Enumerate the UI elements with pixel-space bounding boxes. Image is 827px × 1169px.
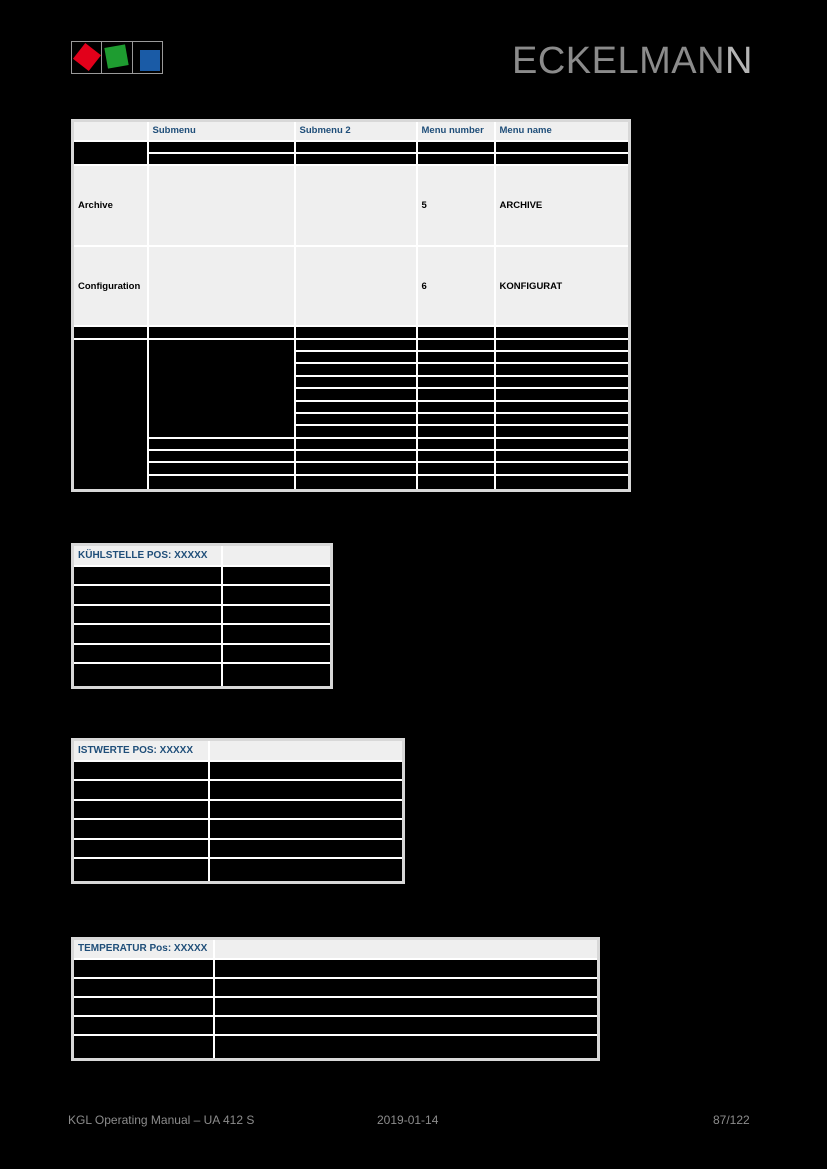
table-row bbox=[73, 475, 630, 491]
redacted-cell bbox=[417, 388, 495, 400]
header-submenu: Submenu bbox=[148, 121, 295, 141]
redacted-cell bbox=[295, 462, 417, 474]
redacted-cell bbox=[73, 624, 222, 644]
redacted-cell bbox=[73, 800, 209, 820]
redacted-cell bbox=[209, 839, 404, 859]
redacted-cell bbox=[417, 376, 495, 388]
header-menu-number: Menu number bbox=[417, 121, 495, 141]
redacted-cell bbox=[148, 141, 295, 153]
cell-submenu bbox=[148, 246, 295, 327]
menu-structure-table bbox=[71, 119, 631, 492]
redacted-cell bbox=[295, 475, 417, 491]
redacted-cell bbox=[417, 351, 495, 363]
cell-menu-name: ARCHIVE bbox=[495, 165, 630, 246]
wordmark-last-letter: N bbox=[725, 40, 753, 82]
redacted-cell bbox=[148, 339, 295, 438]
table-row bbox=[73, 585, 332, 605]
redacted-cell bbox=[417, 425, 495, 437]
table-row bbox=[73, 566, 332, 586]
redacted-cell bbox=[73, 1016, 214, 1035]
redacted-cell bbox=[73, 858, 209, 882]
redacted-cell bbox=[495, 141, 630, 153]
header-menu-name: Menu name bbox=[495, 121, 630, 141]
temperatur-header-row bbox=[73, 939, 599, 959]
menu-table-header-row bbox=[73, 121, 630, 141]
table-row bbox=[73, 462, 630, 474]
cell-menu-number: 6 bbox=[417, 246, 495, 327]
redacted-cell bbox=[495, 425, 630, 437]
blue-square-icon bbox=[140, 50, 160, 71]
cell-menu: Configuration bbox=[73, 246, 148, 327]
redacted-cell bbox=[209, 819, 404, 839]
redacted-cell bbox=[495, 475, 630, 491]
table-row bbox=[73, 450, 630, 462]
redacted-cell bbox=[148, 438, 295, 450]
redacted-cell bbox=[148, 326, 295, 338]
table-row bbox=[73, 644, 332, 664]
redacted-cell bbox=[73, 761, 209, 781]
istwerte-title: ISTWERTE POS: XXXXX bbox=[73, 740, 209, 761]
table-row bbox=[73, 326, 630, 338]
redacted-cell bbox=[73, 585, 222, 605]
kuehlstelle-table bbox=[71, 543, 333, 689]
redacted-cell bbox=[209, 858, 404, 882]
redacted-cell bbox=[295, 153, 417, 165]
redacted-cell bbox=[222, 585, 332, 605]
kuehlstelle-title: KÜHLSTELLE POS: XXXXX bbox=[73, 545, 222, 566]
cell-menu-name: KONFIGURAT bbox=[495, 246, 630, 327]
table-row bbox=[73, 761, 404, 781]
table-row bbox=[73, 997, 599, 1016]
redacted-cell bbox=[73, 326, 148, 338]
green-square-icon bbox=[105, 44, 129, 68]
logo-cell-green bbox=[102, 41, 132, 74]
table-row bbox=[73, 153, 630, 165]
redacted-cell bbox=[295, 326, 417, 338]
redacted-cell bbox=[214, 997, 599, 1016]
redacted-cell bbox=[222, 624, 332, 644]
redacted-cell bbox=[214, 959, 599, 978]
cell-menu: Archive bbox=[73, 165, 148, 246]
table-row bbox=[73, 800, 404, 820]
redacted-cell bbox=[295, 425, 417, 437]
temperatur-table bbox=[71, 937, 600, 1061]
redacted-cell bbox=[417, 475, 495, 491]
redacted-cell bbox=[417, 326, 495, 338]
redacted-cell bbox=[73, 141, 148, 166]
eckelmann-logo bbox=[71, 41, 163, 74]
footer-page-number: 87/122 bbox=[713, 1113, 750, 1127]
redacted-cell bbox=[495, 363, 630, 375]
footer-date: 2019-01-14 bbox=[377, 1113, 439, 1127]
table-row bbox=[73, 978, 599, 997]
logo-cell-red bbox=[71, 41, 102, 74]
redacted-cell bbox=[295, 388, 417, 400]
istwerte-table bbox=[71, 738, 405, 884]
table-row bbox=[73, 819, 404, 839]
redacted-cell bbox=[295, 413, 417, 425]
redacted-cell bbox=[73, 819, 209, 839]
redacted-cell bbox=[295, 351, 417, 363]
redacted-cell bbox=[148, 153, 295, 165]
kuehlstelle-header-value-cell bbox=[222, 545, 332, 566]
redacted-cell bbox=[495, 413, 630, 425]
table-row bbox=[73, 1035, 599, 1059]
table-row bbox=[73, 1016, 599, 1035]
cell-menu-number: 5 bbox=[417, 165, 495, 246]
table-row bbox=[73, 605, 332, 625]
table-row-archive bbox=[73, 165, 630, 246]
redacted-cell bbox=[295, 376, 417, 388]
redacted-cell bbox=[417, 363, 495, 375]
table-row bbox=[73, 663, 332, 687]
redacted-cell bbox=[295, 401, 417, 413]
redacted-cell bbox=[417, 153, 495, 165]
redacted-cell bbox=[495, 438, 630, 450]
wordmark-main: ECKELMAN bbox=[511, 40, 726, 82]
redacted-cell bbox=[495, 450, 630, 462]
cell-submenu2 bbox=[295, 246, 417, 327]
redacted-cell bbox=[73, 339, 148, 491]
redacted-cell bbox=[222, 566, 332, 586]
redacted-cell bbox=[495, 462, 630, 474]
redacted-cell bbox=[214, 978, 599, 997]
temperatur-header-value-cell bbox=[214, 939, 599, 959]
redacted-cell bbox=[209, 780, 404, 800]
table-row bbox=[73, 141, 630, 153]
redacted-cell bbox=[222, 605, 332, 625]
footer-document-title: KGL Operating Manual – UA 412 S bbox=[68, 1113, 255, 1127]
istwerte-header-value-cell bbox=[209, 740, 404, 761]
redacted-cell bbox=[148, 462, 295, 474]
redacted-cell bbox=[495, 401, 630, 413]
table-row bbox=[73, 858, 404, 882]
redacted-cell bbox=[73, 780, 209, 800]
table-row bbox=[73, 624, 332, 644]
redacted-cell bbox=[295, 141, 417, 153]
redacted-cell bbox=[73, 959, 214, 978]
table-row bbox=[73, 959, 599, 978]
red-square-icon bbox=[73, 43, 101, 71]
redacted-cell bbox=[417, 438, 495, 450]
table-row bbox=[73, 339, 630, 351]
redacted-cell bbox=[495, 376, 630, 388]
redacted-cell bbox=[73, 839, 209, 859]
table-row bbox=[73, 438, 630, 450]
redacted-cell bbox=[209, 800, 404, 820]
redacted-cell bbox=[417, 401, 495, 413]
redacted-cell bbox=[73, 1035, 214, 1059]
header-submenu2: Submenu 2 bbox=[295, 121, 417, 141]
table-row-configuration bbox=[73, 246, 630, 327]
redacted-cell bbox=[295, 339, 417, 351]
redacted-cell bbox=[417, 413, 495, 425]
redacted-cell bbox=[214, 1035, 599, 1059]
cell-submenu2 bbox=[295, 165, 417, 246]
redacted-cell bbox=[73, 566, 222, 586]
redacted-cell bbox=[73, 644, 222, 664]
redacted-cell bbox=[417, 141, 495, 153]
redacted-cell bbox=[73, 978, 214, 997]
redacted-cell bbox=[495, 388, 630, 400]
redacted-cell bbox=[214, 1016, 599, 1035]
logo-cell-blue bbox=[133, 41, 163, 74]
istwerte-header-row bbox=[73, 740, 404, 761]
redacted-cell bbox=[295, 438, 417, 450]
redacted-cell bbox=[148, 475, 295, 491]
redacted-cell bbox=[295, 450, 417, 462]
header-menu bbox=[73, 121, 148, 141]
redacted-cell bbox=[417, 339, 495, 351]
redacted-cell bbox=[495, 339, 630, 351]
redacted-cell bbox=[73, 663, 222, 687]
cell-submenu bbox=[148, 165, 295, 246]
redacted-cell bbox=[148, 450, 295, 462]
redacted-cell bbox=[73, 997, 214, 1016]
table-row bbox=[73, 780, 404, 800]
eckelmann-wordmark bbox=[512, 42, 753, 80]
redacted-cell bbox=[495, 351, 630, 363]
table-row bbox=[73, 839, 404, 859]
redacted-cell bbox=[222, 644, 332, 664]
redacted-cell bbox=[209, 761, 404, 781]
kuehlstelle-header-row bbox=[73, 545, 332, 566]
redacted-cell bbox=[73, 605, 222, 625]
redacted-cell bbox=[222, 663, 332, 687]
temperatur-title: TEMPERATUR Pos: XXXXX bbox=[73, 939, 214, 959]
redacted-cell bbox=[495, 326, 630, 338]
redacted-cell bbox=[495, 153, 630, 165]
redacted-cell bbox=[417, 450, 495, 462]
redacted-cell bbox=[295, 363, 417, 375]
redacted-cell bbox=[417, 462, 495, 474]
